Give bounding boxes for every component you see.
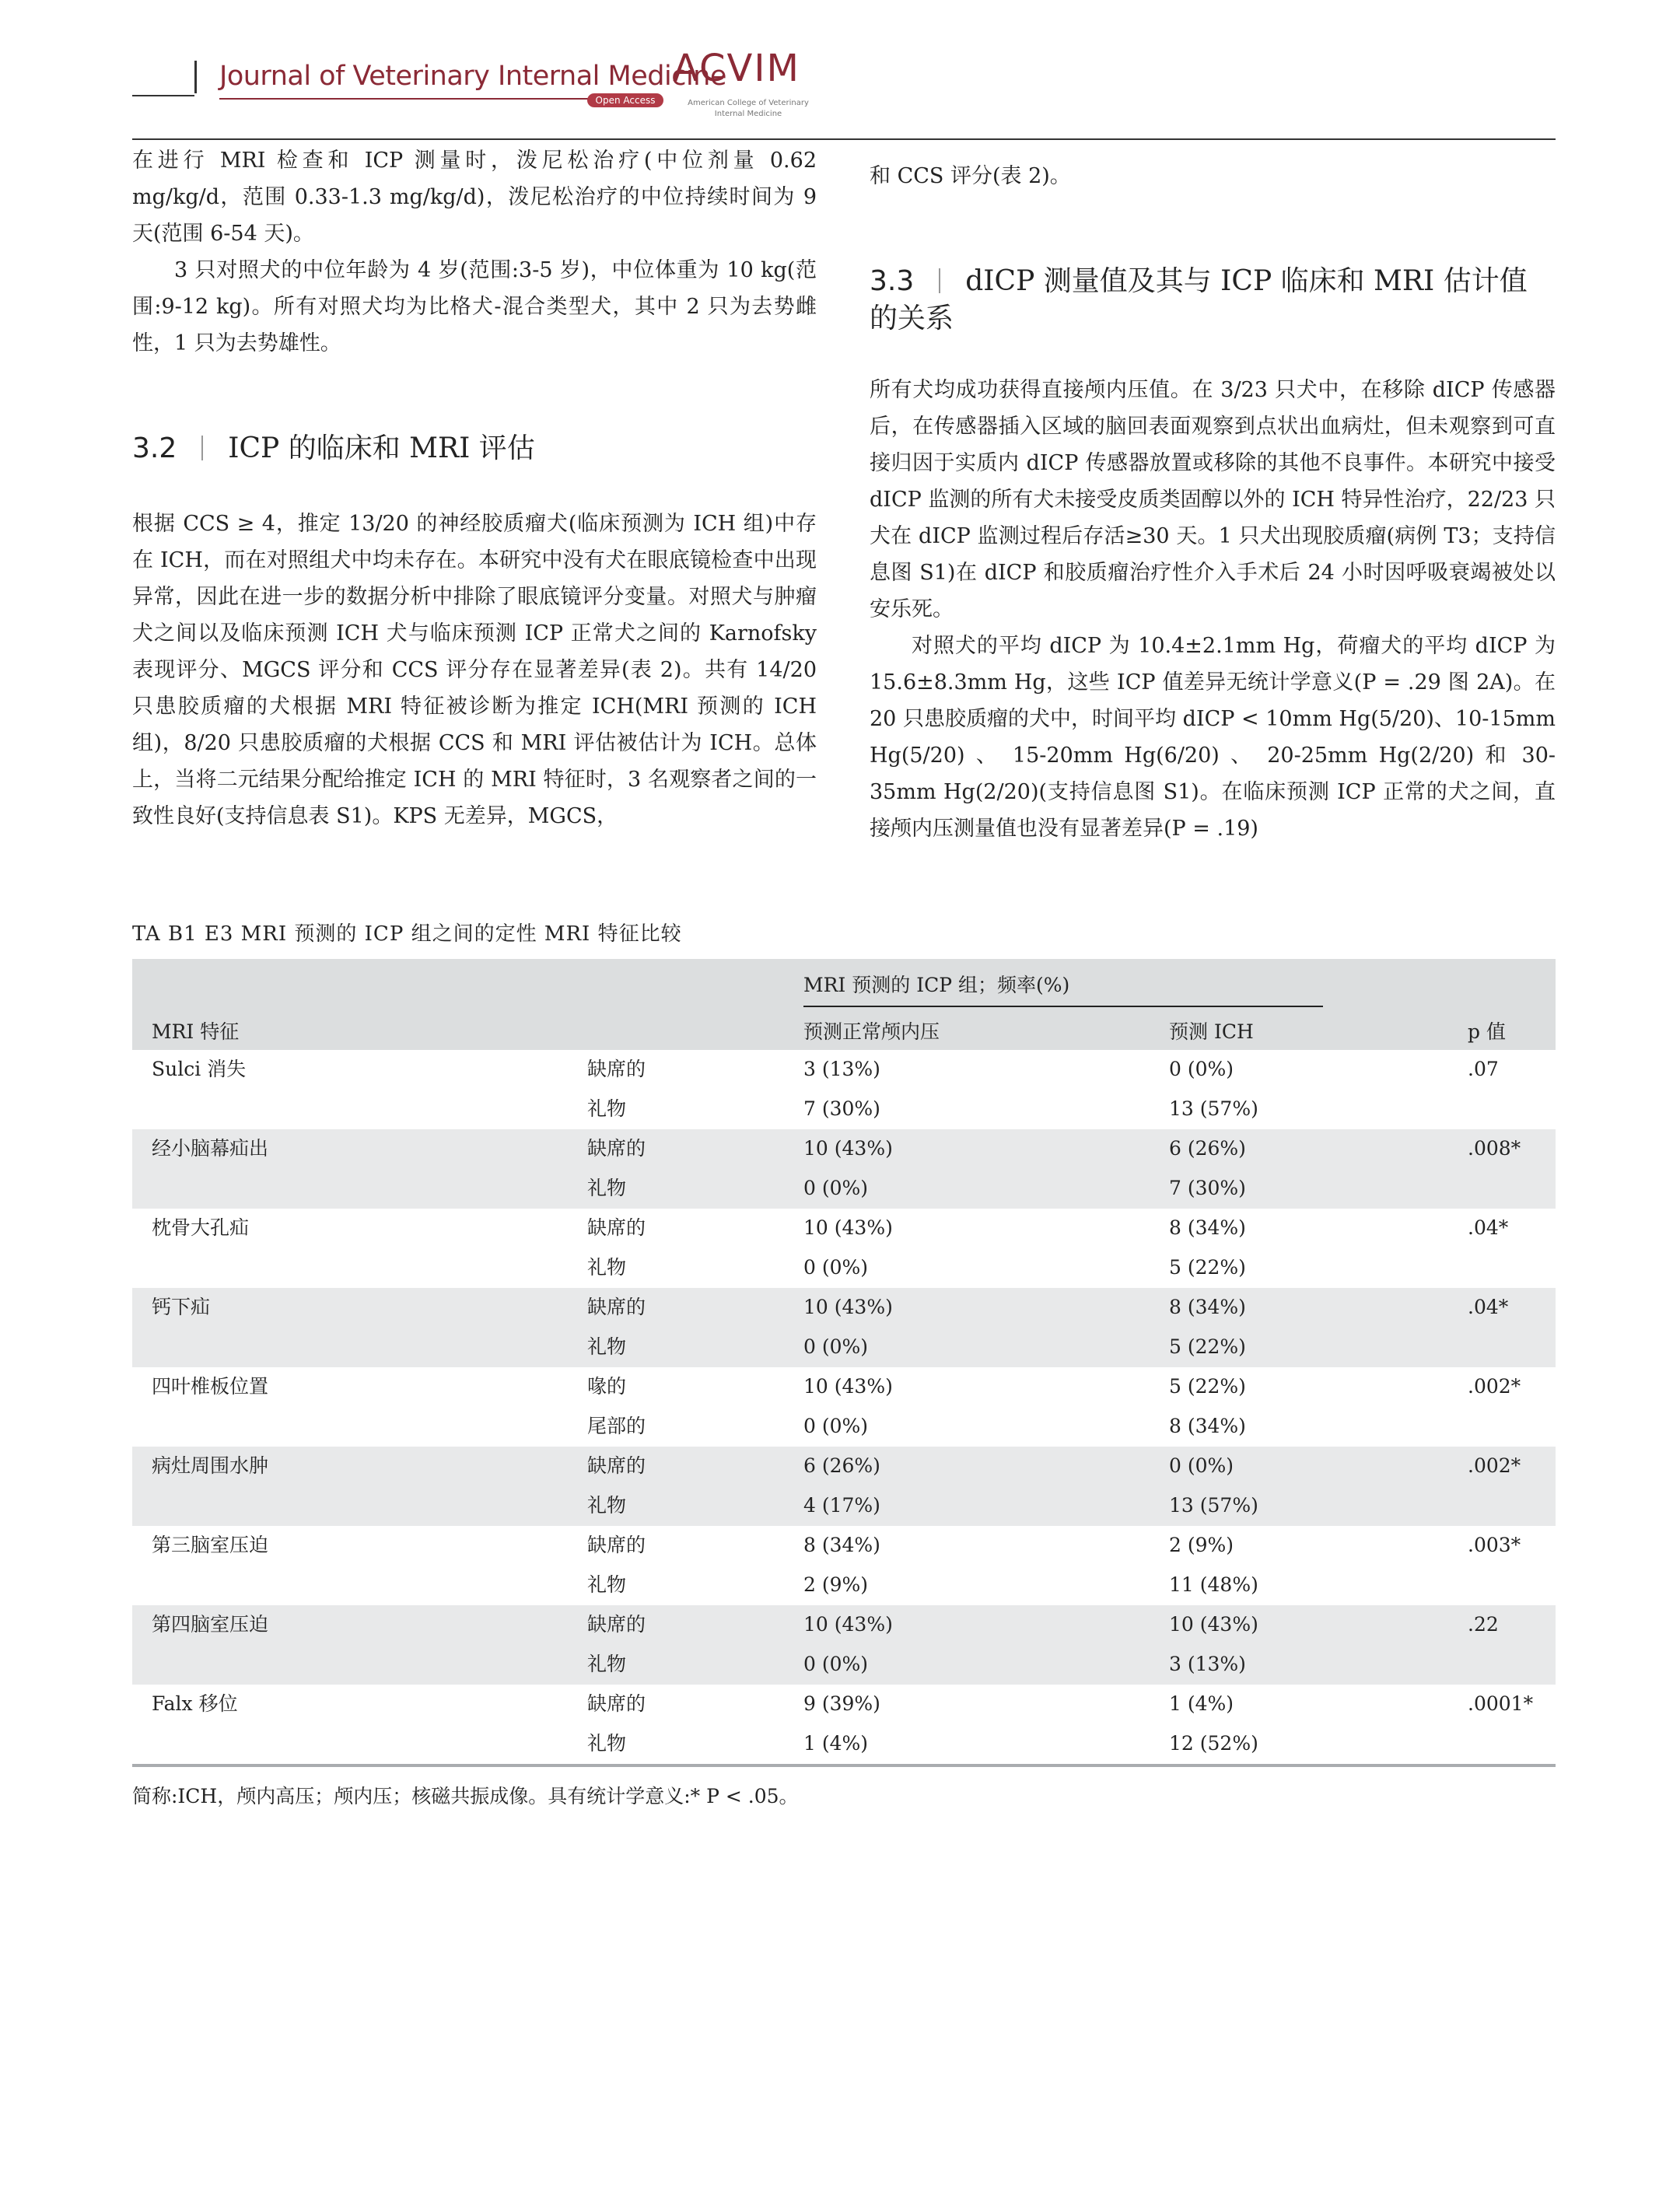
table-row <box>132 1050 1556 1129</box>
table-cell-normal: 10 (43%) <box>803 1375 893 1398</box>
table-row <box>132 1288 1556 1367</box>
table-cell-normal: 10 (43%) <box>803 1296 893 1318</box>
journal-title[interactable]: Journal of Veterinary Internal Medicine <box>219 61 726 92</box>
table-cell-ich: 12 (52%) <box>1169 1732 1258 1755</box>
table-cell-normal: 8 (34%) <box>803 1534 880 1556</box>
table-cell-p-value: .0001* <box>1468 1692 1534 1715</box>
table-cell-level: 礼物 <box>587 1494 627 1517</box>
right-column-top <box>870 158 1556 194</box>
table-cell-ich: 10 (43%) <box>1169 1613 1258 1636</box>
right-column-bottom <box>870 372 1556 847</box>
left-column-bottom <box>132 506 817 835</box>
table-cell-ich: 13 (57%) <box>1169 1494 1258 1517</box>
table-cell-ich: 0 (0%) <box>1169 1058 1234 1080</box>
table-cell-level: 缺席的 <box>587 1137 646 1160</box>
table-cell-level: 礼物 <box>587 1653 627 1675</box>
column-header-normal-icp: 预测正常颅内压 <box>803 1020 940 1043</box>
table-cell-normal: 3 (13%) <box>803 1058 880 1080</box>
table-cell-normal: 0 (0%) <box>803 1256 869 1279</box>
table-cell-p-value: .002* <box>1468 1454 1521 1477</box>
section-title: ICP 的临床和 MRI 评估 <box>228 432 535 464</box>
table-cell-level: 缺席的 <box>587 1692 646 1715</box>
header-rule <box>132 138 1556 140</box>
table-cell-p-value: .07 <box>1468 1058 1499 1080</box>
section-number: 3.2 <box>132 432 177 464</box>
paragraph: 和 CCS 评分(表 2)。 <box>870 164 1071 188</box>
table-cell-level: 缺席的 <box>587 1613 646 1636</box>
table-cell-p-value: .04* <box>1468 1216 1509 1239</box>
paragraph: 3 只对照犬的中位年龄为 4 岁(范围:3-5 岁)，中位体重为 10 kg(范围:9-12 kg)。所有对照犬均为比格犬-混合类型犬，其中 2 只为去势雌性，1 只为去势雄性。 <box>132 258 817 355</box>
table-cell-level: 喙的 <box>587 1375 627 1398</box>
acvim-logo-subtitle: American College of Veterinary Internal Medicine <box>688 99 809 118</box>
table-cell-ich: 0 (0%) <box>1169 1454 1234 1477</box>
table-cell-normal: 0 (0%) <box>803 1415 869 1437</box>
table-cell-level: 缺席的 <box>587 1454 646 1477</box>
table-cell-level: 礼物 <box>587 1335 627 1358</box>
column-header-p-value: p 值 <box>1468 1020 1506 1043</box>
table-cell-feature: 病灶周围水肿 <box>152 1454 269 1477</box>
table-row <box>132 1367 1556 1447</box>
table-cell-normal: 7 (30%) <box>803 1097 880 1120</box>
paragraph: 所有犬均成功获得直接颅内压值。在 3/23 只犬中，在移除 dICP 传感器后，在传感器插入区域的脑回表面观察到点状出血病灶，但未观察到可直接归因于实质内 dICP 传感器放置或移除的其他不良事件。本研究中接受 dICP 监测的所有犬未接受皮质类固醇以外的 ICH 特异性治疗，22/23 只犬在 dICP 监测过程后存活≥30 天。1 只犬出现胶质瘤(病例 T3；支持信息图 S1)在 dICP 和胶质瘤治疗性介入手术后 24 小时因呼吸衰竭被处以安乐死。 <box>870 378 1556 621</box>
table-cell-ich: 5 (22%) <box>1169 1335 1246 1358</box>
table-cell-feature: 枕骨大孔疝 <box>152 1216 250 1239</box>
table-cell-ich: 11 (48%) <box>1169 1573 1258 1596</box>
page-header <box>132 47 1556 132</box>
table-cell-feature: 第三脑室压迫 <box>152 1534 269 1556</box>
table-row <box>132 1447 1556 1526</box>
table-row <box>132 1129 1556 1209</box>
table-cell-normal: 1 (4%) <box>803 1732 869 1755</box>
table-cell-feature: 第四脑室压迫 <box>152 1613 269 1636</box>
table-cell-level: 礼物 <box>587 1177 627 1199</box>
table-cell-normal: 0 (0%) <box>803 1653 869 1675</box>
table-row <box>132 1685 1556 1764</box>
table-row <box>132 1605 1556 1685</box>
table-cell-ich: 6 (26%) <box>1169 1137 1246 1160</box>
section-heading-3-3 <box>870 263 1554 338</box>
table-row <box>132 1209 1556 1288</box>
table-cell-feature: 钙下疝 <box>152 1296 211 1318</box>
table-cell-level: 礼物 <box>587 1097 627 1120</box>
column-header-ich: 预测 ICH <box>1169 1020 1254 1043</box>
header-tick <box>194 61 197 93</box>
table-cell-level: 礼物 <box>587 1573 627 1596</box>
paragraph: 根据 CCS ≥ 4，推定 13/20 的神经胶质瘤犬(临床预测为 ICH 组)中存在 ICH，而在对照组犬中均未存在。本研究中没有犬在眼底镜检查中出现异常，因此在进一步的数据分析中排除了眼底镜评分变量。对照犬与肿瘤犬之间以及临床预测 ICH 犬与临床预测 ICP 正常犬之间的 Karnofsky 表现评分、MGCS 评分和 CCS 评分存在显著差异(表 2)。共有 14/20 只患胶质瘤的犬根据 MRI 特征被诊断为推定 ICH(MRI 预测的 ICH 组)，8/20 只患胶质瘤的犬根据 CCS 和 MRI 评估被估计为 ICH。总体上，当将二元结果分配给推定 ICH 的 MRI 特征时，3 名观察者之间的一致性良好(支持信息表 S1)。KPS 无差异，MGCS， <box>132 512 817 828</box>
table-cell-level: 缺席的 <box>587 1296 646 1318</box>
left-column-top <box>132 142 817 362</box>
table-group-rule <box>803 1006 1323 1007</box>
table-cell-p-value: .008* <box>1468 1137 1521 1160</box>
section-divider <box>939 268 940 293</box>
table-bottom-rule <box>132 1764 1556 1767</box>
table-row <box>132 1526 1556 1605</box>
table-cell-normal: 0 (0%) <box>803 1335 869 1358</box>
table-caption: TA B1 E3 MRI 预测的 ICP 组之间的定性 MRI 特征比较 <box>132 922 682 946</box>
table-cell-level: 缺席的 <box>587 1534 646 1556</box>
table-cell-ich: 8 (34%) <box>1169 1296 1246 1318</box>
table-cell-feature: Falx 移位 <box>152 1692 238 1715</box>
table-cell-normal: 10 (43%) <box>803 1613 893 1636</box>
table-cell-ich: 8 (34%) <box>1169 1415 1246 1437</box>
paragraph: 在进行 MRI 检查和 ICP 测量时，泼尼松治疗(中位剂量 0.62 mg/kg/d，范围 0.33-1.3 mg/kg/d)，泼尼松治疗的中位持续时间为 9 天(范围 6-54 天)。 <box>132 149 817 246</box>
table-cell-p-value: .003* <box>1468 1534 1521 1556</box>
section-divider <box>201 436 203 460</box>
table-group-header: MRI 预测的 ICP 组；频率(%) <box>803 974 1070 996</box>
table-cell-level: 尾部的 <box>587 1415 646 1437</box>
table-cell-p-value: .04* <box>1468 1296 1509 1318</box>
section-title: dICP 测量值及其与 ICP 临床和 MRI 估计值的关系 <box>870 265 1528 334</box>
table-cell-p-value: .22 <box>1468 1613 1499 1636</box>
table-cell-level: 缺席的 <box>587 1058 646 1080</box>
paragraph: 对照犬的平均 dICP 为 10.4±2.1mm Hg，荷瘤犬的平均 dICP 为 15.6±8.3mm Hg，这些 ICP 值差异无统计学意义(P = .29 图 2A)。在 20 只患胶质瘤的犬中，时间平均 dICP < 10mm Hg(5/20)、10-15mm Hg(5/20) 、 15-20mm Hg(6/20) 、 20-25mm Hg(2/20) 和 30-35mm Hg(2/20)(支持信息图 S1)。在临床预测 ICP 正常的犬之间，直接颅内压测量值也没有显著差异(P = .19) <box>870 634 1556 841</box>
table-cell-ich: 3 (13%) <box>1169 1653 1246 1675</box>
table-cell-ich: 5 (22%) <box>1169 1256 1246 1279</box>
section-number: 3.3 <box>870 265 915 297</box>
table-body <box>132 1050 1556 1764</box>
table-cell-level: 缺席的 <box>587 1216 646 1239</box>
table-footnote: 简称:ICH，颅内高压；颅内压；核磁共振成像。具有统计学意义:* P < .05。 <box>132 1785 799 1807</box>
table-cell-normal: 10 (43%) <box>803 1137 893 1160</box>
open-access-badge: Open Access <box>587 93 663 107</box>
table-cell-normal: 10 (43%) <box>803 1216 893 1239</box>
table-cell-level: 礼物 <box>587 1732 627 1755</box>
table-cell-ich: 2 (9%) <box>1169 1534 1234 1556</box>
table-cell-normal: 6 (26%) <box>803 1454 880 1477</box>
table-cell-level: 礼物 <box>587 1256 627 1279</box>
header-rule-left <box>132 95 194 96</box>
table-cell-feature: 四叶椎板位置 <box>152 1375 269 1398</box>
table-cell-normal: 4 (17%) <box>803 1494 880 1517</box>
table-cell-ich: 8 (34%) <box>1169 1216 1246 1239</box>
table-cell-normal: 0 (0%) <box>803 1177 869 1199</box>
table-cell-ich: 13 (57%) <box>1169 1097 1258 1120</box>
table-cell-normal: 9 (39%) <box>803 1692 880 1715</box>
table-cell-p-value: .002* <box>1468 1375 1521 1398</box>
table-cell-feature: 经小脑幕疝出 <box>152 1137 269 1160</box>
table-cell-normal: 2 (9%) <box>803 1573 869 1596</box>
table-cell-ich: 5 (22%) <box>1169 1375 1246 1398</box>
table-cell-ich: 7 (30%) <box>1169 1177 1246 1199</box>
table-cell-ich: 1 (4%) <box>1169 1692 1234 1715</box>
mri-feature-table <box>132 959 1556 1767</box>
table-cell-feature: Sulci 消失 <box>152 1058 247 1080</box>
section-heading-3-2 <box>132 430 535 467</box>
table-header <box>132 959 1556 1050</box>
column-header-feature: MRI 特征 <box>152 1020 240 1043</box>
acvim-logo: ACVIM <box>673 47 800 90</box>
